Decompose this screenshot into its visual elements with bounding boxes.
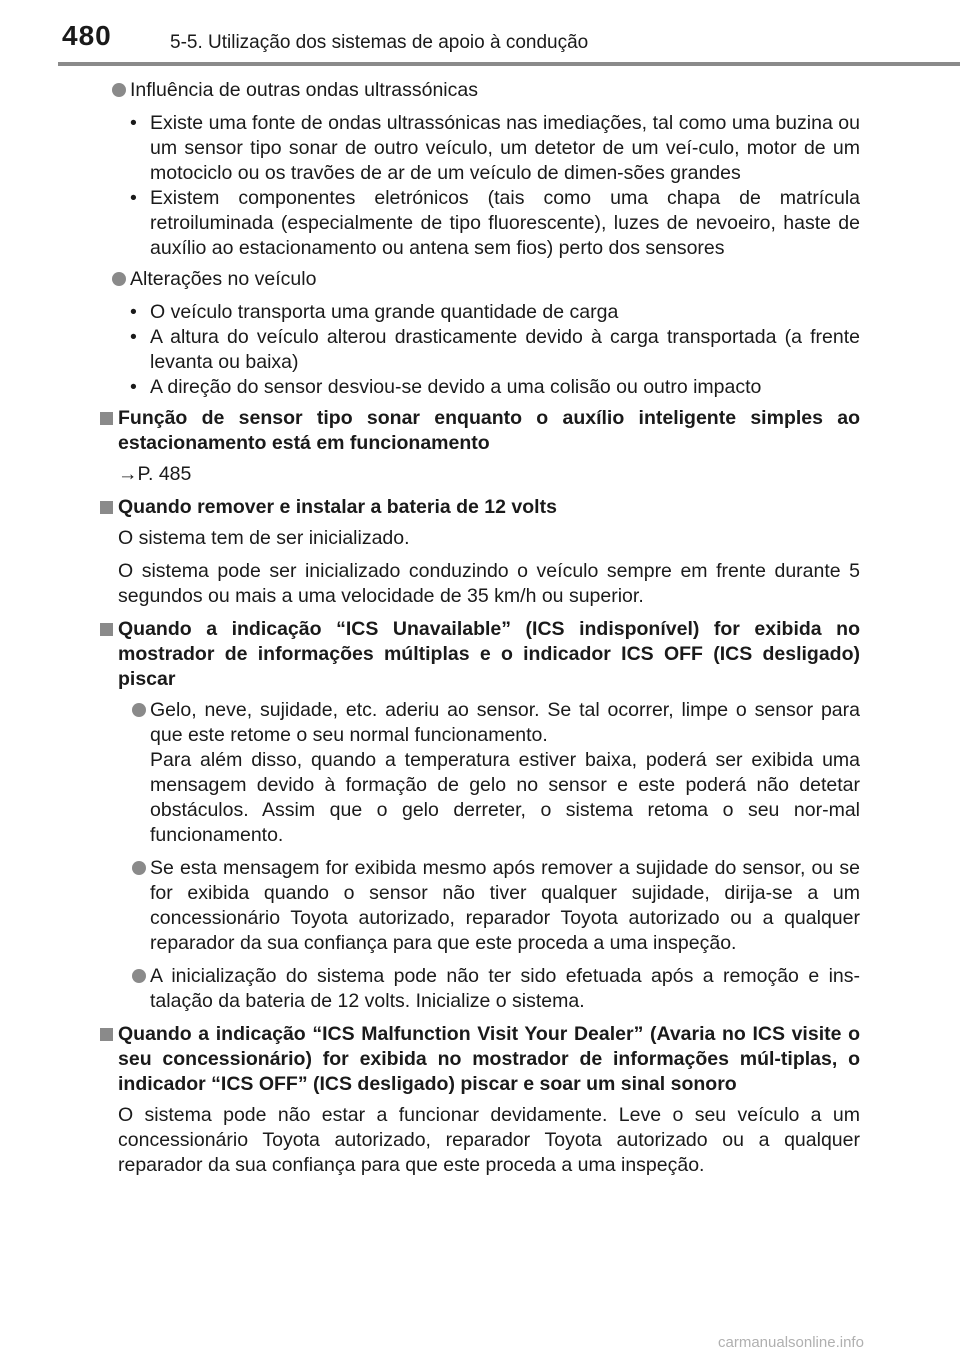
circle-bullet-icon: [132, 703, 146, 717]
list-item: [126, 186, 860, 261]
circle-bullet-icon: [132, 861, 146, 875]
bullet-icon: •: [130, 376, 137, 398]
list-item-text: A altura do veículo alterou drasticamente devido à carga transportada (a frente levanta ou baixa): [150, 326, 860, 373]
list-item: [126, 300, 860, 325]
list-item-text: Para além disso, quando a temperatura estiver baixa, poderá ser exibida uma mensagem devido à formação de gelo no sensor e este poderá não detetar obstáculos. Assim que o gelo derreter, o sistema retoma o seu nor-mal funcionamento.: [150, 749, 860, 846]
item-title: Influência de outras ondas ultrassónicas: [130, 79, 478, 101]
sub-list: [98, 300, 860, 400]
square-bullet-icon: [100, 412, 113, 425]
section-heading-block: [98, 406, 860, 456]
page-content: [98, 78, 860, 1186]
section-heading: Função de sensor tipo sonar enquanto o auxílio inteligente simples ao estacionamento está em funcionamento: [118, 407, 860, 454]
list-item-text: A direção do sensor desviou-se devido a uma colisão ou outro impacto: [150, 376, 762, 398]
circle-bullet-icon: [112, 83, 126, 97]
section-heading: Quando remover e instalar a bateria de 12 volts: [118, 496, 557, 518]
section-heading-block: [98, 617, 860, 692]
page-reference-link[interactable]: →P. 485: [118, 463, 192, 485]
square-bullet-icon: [100, 501, 113, 514]
section-heading-block: [98, 495, 860, 520]
section-heading: Quando a indicação “ICS Malfunction Visit Your Dealer” (Avaria no ICS visite o seu concessionário) for exibida no mostrador de informações múl-tiplas, o indicador “ICS OFF” (ICS desligado) piscar e soar um sinal sonoro: [118, 1023, 860, 1095]
list-item-text: Existem componentes eletrónicos (tais como uma chapa de matrícula retroiluminada (especialmente de tipo fluorescente), luzes de nevoeiro, haste de auxílio ao estacionamento ou antena sem fios) perto dos sensores: [150, 187, 860, 259]
body-paragraph: O sistema pode não estar a funcionar devidamente. Leve o seu veículo a um concessionário Toyota autorizado, reparador Toyota autorizado ou a qualquer reparador da sua confiança para que este proceda a uma inspeção.: [118, 1104, 860, 1176]
list-item: [118, 856, 860, 956]
section-heading-block: [98, 1022, 860, 1097]
list-item: [118, 698, 860, 848]
page-number: 480: [62, 20, 112, 51]
square-bullet-icon: [100, 1028, 113, 1041]
list-item-text: Se esta mensagem for exibida mesmo após remover a sujidade do sensor, ou se for exibida quando o sensor não tiver qualquer sujidade, dirija-se a um concessionário Toyota autorizado, reparador Toyota autorizado ou a qualquer reparador da sua confiança para que este proceda a uma inspeção.: [150, 857, 860, 954]
body-paragraph: O sistema tem de ser inicializado.: [118, 527, 410, 549]
item-title: Alterações no veículo: [130, 268, 317, 290]
header-divider: [58, 62, 960, 66]
list-item-text: Gelo, neve, sujidade, etc. aderiu ao sensor. Se tal ocorrer, limpe o sensor para que este retome o seu normal funcionamento.: [150, 699, 860, 746]
bullet-icon: •: [130, 301, 137, 323]
bullet-icon: •: [130, 326, 137, 348]
list-item: [126, 111, 860, 186]
list-item-text: A inicialização do sistema pode não ter sido efetuada após a remoção e ins-talação da bateria de 12 volts. Inicialize o sistema.: [150, 965, 860, 1012]
body-paragraph: O sistema pode ser inicializado conduzindo o veículo sempre em frente durante 5 segundos ou mais a uma velocidade de 35 km/h ou superior.: [118, 560, 860, 607]
list-item: [98, 78, 860, 103]
list-item: [126, 325, 860, 375]
square-bullet-icon: [100, 623, 113, 636]
bullet-icon: •: [130, 187, 137, 209]
page-header: [0, 0, 960, 66]
circle-bullet-icon: [112, 272, 126, 286]
circle-bullet-icon: [132, 969, 146, 983]
list-item-text: O veículo transporta uma grande quantidade de carga: [150, 301, 619, 323]
list-item-text: Existe uma fonte de ondas ultrassónicas nas imediações, tal como uma buzina ou um sensor tipo sonar de outro veículo, um detetor de um veí-culo, motor de um motociclo ou os travões de ar de um veículo de dimen-sões grandes: [150, 112, 860, 184]
section-title: 5-5. Utilização dos sistemas de apoio à condução: [170, 32, 589, 53]
bullet-icon: •: [130, 112, 137, 134]
list-item: [126, 375, 860, 400]
sub-list: [98, 111, 860, 261]
list-item: [98, 267, 860, 292]
watermark: carmanualsonline.info: [718, 1334, 864, 1351]
list-item: [118, 964, 860, 1014]
section-heading: Quando a indicação “ICS Unavailable” (ICS indisponível) for exibida no mostrador de informações múltiplas e o indicador ICS OFF (ICS desligado) piscar: [118, 618, 860, 690]
